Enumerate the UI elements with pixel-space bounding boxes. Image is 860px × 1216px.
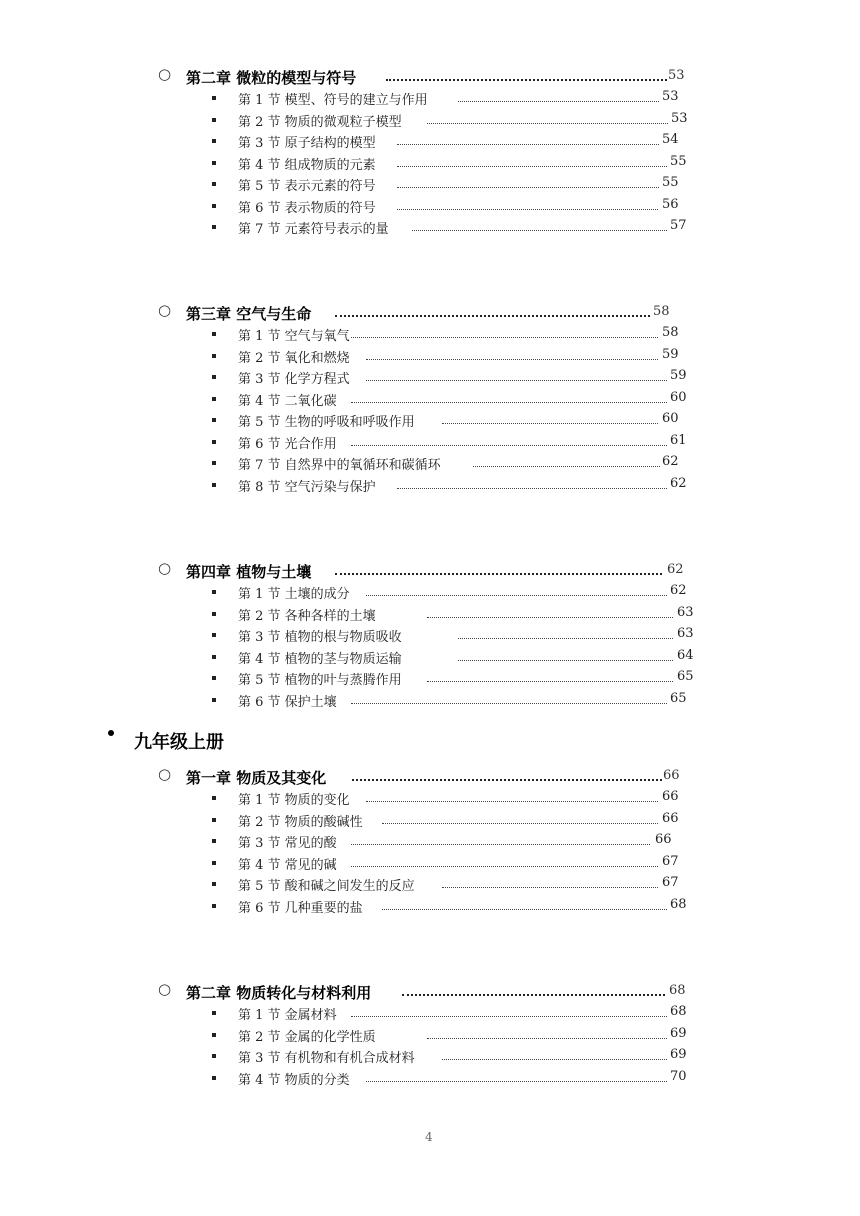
chapter-bullet-icon: ○ (158, 559, 172, 577)
section-bullet-icon (212, 225, 216, 229)
chapter-dot-leader (352, 779, 662, 781)
section-page-number: 62 (670, 583, 687, 598)
section-dot-leader (382, 909, 667, 910)
section-link[interactable]: 第 3 节 常见的酸 (238, 836, 337, 851)
section-page-number: 53 (671, 110, 688, 126)
section-link[interactable]: 第 5 节 植物的叶与蒸腾作用 (238, 673, 402, 688)
section-link[interactable]: 第 3 节 化学方程式 (238, 372, 350, 387)
chapter-bullet-icon: ○ (158, 980, 172, 998)
section-page-number: 65 (677, 669, 694, 684)
section-page-number: 66 (662, 810, 679, 826)
section-link[interactable]: 第 2 节 物质的微观粒子模型 (238, 114, 402, 130)
section-link[interactable]: 第 4 节 物质的分类 (238, 1072, 350, 1088)
section-page-number: 53 (662, 89, 679, 104)
section-page-number: 64 (677, 647, 694, 663)
section-link[interactable]: 第 1 节 模型、符号的建立与作用 (238, 93, 428, 108)
section-dot-leader (351, 844, 650, 845)
section-dot-leader (442, 887, 658, 888)
chapter-title[interactable]: 第二章 物质转化与材料利用 (186, 984, 372, 1002)
section-bullet-icon (212, 182, 216, 186)
section-page-number: 65 (670, 690, 687, 706)
chapter-bullet-icon: ○ (158, 65, 172, 83)
section-dot-leader (442, 423, 658, 424)
section-dot-leader (351, 866, 658, 867)
section-dot-leader (427, 617, 673, 618)
section-page-number: 55 (662, 175, 679, 190)
chapter-title[interactable]: 第四章 植物与土壤 (186, 563, 312, 581)
section-dot-leader (397, 488, 667, 489)
chapter-bullet-icon: ○ (158, 765, 172, 783)
chapter-page-number: 68 (669, 983, 686, 998)
section-bullet-icon (212, 861, 216, 865)
section-bullet-icon (212, 1011, 216, 1015)
chapter-page-number: 62 (667, 562, 684, 577)
section-bullet-icon (212, 483, 216, 487)
section-page-number: 63 (677, 626, 694, 641)
section-link[interactable]: 第 6 节 光合作用 (238, 436, 337, 452)
section-page-number: 61 (670, 432, 687, 448)
section-page-number: 62 (662, 454, 679, 469)
section-link[interactable]: 第 1 节 物质的变化 (238, 793, 350, 808)
section-bullet-icon (212, 839, 216, 843)
section-link[interactable]: 第 5 节 酸和碱之间发生的反应 (238, 879, 415, 894)
section-dot-leader (382, 823, 658, 824)
section-link[interactable]: 第 6 节 保护土壤 (238, 694, 337, 710)
section-link[interactable]: 第 2 节 氧化和燃烧 (238, 350, 350, 366)
section-dot-leader (351, 703, 667, 704)
section-link[interactable]: 第 4 节 植物的茎与物质运输 (238, 651, 402, 667)
section-bullet-icon (212, 139, 216, 143)
section-bullet-icon (212, 655, 216, 659)
section-bullet-icon (212, 397, 216, 401)
chapter-page-number: 53 (668, 68, 685, 83)
chapter-dot-leader (386, 79, 667, 81)
chapter-dot-leader (335, 573, 662, 575)
section-link[interactable]: 第 5 节 表示元素的符号 (238, 179, 376, 194)
section-link[interactable]: 第 8 节 空气污染与保护 (238, 479, 376, 495)
section-dot-leader (351, 1016, 667, 1017)
section-page-number: 68 (670, 1004, 687, 1019)
section-bullet-icon (212, 461, 216, 465)
chapter-title[interactable]: 第三章 空气与生命 (186, 305, 312, 323)
section-bullet-icon (212, 375, 216, 379)
section-bullet-icon (212, 904, 216, 908)
section-bullet-icon (212, 118, 216, 122)
section-page-number: 69 (670, 1047, 687, 1062)
section-dot-leader (427, 123, 668, 124)
section-bullet-icon (212, 676, 216, 680)
section-bullet-icon (212, 698, 216, 702)
section-link[interactable]: 第 5 节 生物的呼吸和呼吸作用 (238, 415, 415, 430)
section-page-number: 62 (670, 475, 687, 491)
section-dot-leader (458, 660, 673, 661)
volume-bullet-icon (108, 730, 114, 736)
section-dot-leader (366, 359, 658, 360)
section-dot-leader (366, 595, 667, 596)
section-link[interactable]: 第 1 节 金属材料 (238, 1008, 337, 1023)
section-page-number: 68 (670, 896, 687, 912)
section-link[interactable]: 第 3 节 植物的根与物质吸收 (238, 630, 402, 645)
section-bullet-icon (212, 332, 216, 336)
section-page-number: 55 (670, 153, 687, 169)
section-dot-leader (397, 166, 667, 167)
section-link[interactable]: 第 7 节 自然界中的氧循环和碳循环 (238, 458, 441, 473)
section-page-number: 70 (670, 1068, 687, 1084)
section-link[interactable]: 第 4 节 二氧化碳 (238, 393, 337, 409)
section-page-number: 60 (662, 411, 679, 426)
section-bullet-icon (212, 418, 216, 422)
section-page-number: 60 (670, 389, 687, 405)
section-page-number: 63 (677, 604, 694, 620)
section-dot-leader (412, 230, 667, 231)
section-dot-leader (458, 638, 673, 639)
section-dot-leader (366, 380, 667, 381)
section-bullet-icon (212, 818, 216, 822)
section-bullet-icon (212, 882, 216, 886)
section-dot-leader (473, 466, 660, 467)
section-bullet-icon (212, 1054, 216, 1058)
section-link[interactable]: 第 4 节 常见的碱 (238, 857, 337, 873)
section-page-number: 66 (662, 789, 679, 804)
section-bullet-icon (212, 161, 216, 165)
section-dot-leader (458, 101, 659, 102)
page-number: 4 (425, 1130, 433, 1144)
chapter-dot-leader (402, 994, 665, 996)
section-link[interactable]: 第 1 节 土壤的成分 (238, 587, 350, 602)
section-bullet-icon (212, 204, 216, 208)
section-bullet-icon (212, 612, 216, 616)
chapter-page-number: 58 (653, 304, 670, 319)
section-page-number: 67 (662, 875, 679, 890)
section-page-number: 56 (662, 196, 679, 212)
section-page-number: 66 (655, 832, 672, 847)
section-link[interactable]: 第 4 节 组成物质的元素 (238, 157, 376, 173)
section-dot-leader (366, 801, 658, 802)
section-link[interactable]: 第 1 节 空气与氧气 (238, 329, 350, 344)
section-dot-leader (351, 337, 658, 338)
section-link[interactable]: 第 2 节 各种各样的土壤 (238, 608, 376, 624)
section-page-number: 58 (662, 325, 679, 340)
section-page-number: 59 (670, 368, 687, 383)
section-dot-leader (427, 1038, 667, 1039)
section-page-number: 54 (662, 132, 679, 147)
section-bullet-icon (212, 1033, 216, 1037)
chapter-title[interactable]: 第一章 物质及其变化 (186, 769, 327, 787)
section-dot-leader (351, 402, 667, 403)
section-link[interactable]: 第 6 节 表示物质的符号 (238, 200, 376, 216)
section-bullet-icon (212, 440, 216, 444)
volume-title: 九年级上册 (134, 732, 224, 753)
section-bullet-icon (212, 354, 216, 358)
section-bullet-icon (212, 1076, 216, 1080)
section-link[interactable]: 第 2 节 金属的化学性质 (238, 1029, 376, 1045)
section-link[interactable]: 第 6 节 几种重要的盐 (238, 900, 363, 916)
chapter-title[interactable]: 第二章 微粒的模型与符号 (186, 69, 357, 87)
section-page-number: 57 (670, 218, 687, 233)
section-dot-leader (442, 1059, 667, 1060)
section-bullet-icon (212, 796, 216, 800)
section-page-number: 59 (662, 346, 679, 362)
section-dot-leader (351, 445, 667, 446)
chapter-bullet-icon: ○ (158, 301, 172, 319)
section-dot-leader (397, 187, 659, 188)
section-link[interactable]: 第 3 节 有机物和有机合成材料 (238, 1051, 415, 1066)
section-dot-leader (397, 209, 658, 210)
section-link[interactable]: 第 7 节 元素符号表示的量 (238, 222, 389, 237)
section-bullet-icon (212, 590, 216, 594)
section-dot-leader (427, 681, 673, 682)
section-bullet-icon (212, 633, 216, 637)
section-link[interactable]: 第 2 节 物质的酸碱性 (238, 814, 363, 830)
section-bullet-icon (212, 96, 216, 100)
chapter-dot-leader (335, 315, 650, 317)
section-dot-leader (366, 1081, 667, 1082)
section-page-number: 67 (662, 853, 679, 869)
section-dot-leader (397, 144, 659, 145)
chapter-page-number: 66 (663, 768, 680, 783)
section-page-number: 69 (670, 1025, 687, 1041)
section-link[interactable]: 第 3 节 原子结构的模型 (238, 136, 376, 151)
